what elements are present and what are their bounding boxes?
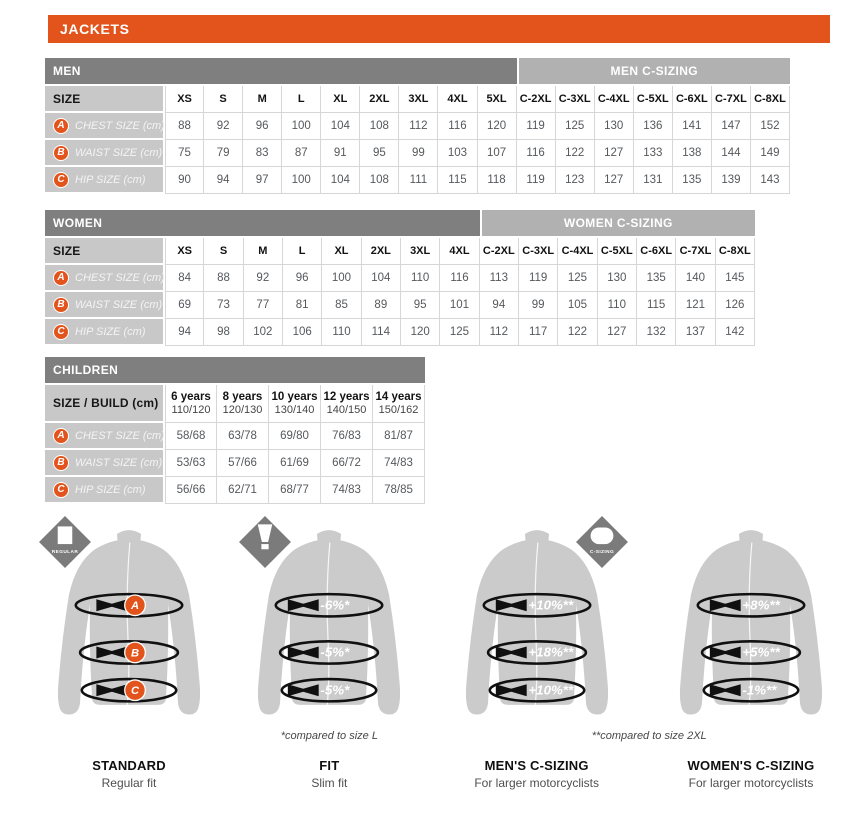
svg-text:C: C bbox=[130, 685, 140, 698]
measure-label-text: CHEST SIZE (cm) bbox=[75, 271, 165, 284]
size-value-cell: 125 bbox=[556, 113, 595, 140]
size-column-header: C-2XL bbox=[480, 238, 519, 265]
size-column-header: L bbox=[283, 238, 322, 265]
size-value-cell: 87 bbox=[282, 140, 321, 167]
page-title: JACKETS bbox=[60, 21, 130, 37]
size-value-cell: 88 bbox=[204, 265, 243, 292]
svg-text:+8%**: +8%** bbox=[742, 597, 780, 613]
size-value-cell: 100 bbox=[282, 113, 321, 140]
measure-label-text: WAIST SIZE (cm) bbox=[75, 146, 163, 159]
size-value-cell: 81/87 bbox=[373, 423, 425, 450]
size-value-cell: 132 bbox=[637, 319, 676, 346]
measure-marker-a-icon: A bbox=[53, 270, 69, 286]
fit-title: STANDARD bbox=[92, 758, 166, 773]
size-value-cell: 119 bbox=[517, 167, 556, 194]
size-value-cell: 104 bbox=[321, 167, 360, 194]
size-value-cell: 115 bbox=[438, 167, 477, 194]
size-value-cell: 112 bbox=[399, 113, 438, 140]
build-label: 140/150 bbox=[326, 403, 367, 416]
measure-row-label bbox=[45, 319, 165, 346]
size-value-cell: 107 bbox=[478, 140, 517, 167]
svg-text:A: A bbox=[130, 600, 140, 613]
size-value-cell: 106 bbox=[283, 319, 322, 346]
size-value-cell: 73 bbox=[204, 292, 243, 319]
size-column-header: XS bbox=[165, 238, 204, 265]
women-size-table bbox=[45, 210, 755, 346]
size-value-cell: 56/66 bbox=[165, 477, 217, 504]
size-column-header: XL bbox=[321, 86, 360, 113]
size-value-cell: 130 bbox=[595, 113, 634, 140]
jacket-silhouette bbox=[665, 522, 837, 728]
slim-fit-badge-icon bbox=[238, 515, 292, 569]
measure-label-text: CHEST SIZE (cm) bbox=[75, 119, 165, 132]
size-value-cell: 111 bbox=[399, 167, 438, 194]
age-label: 12 years bbox=[323, 390, 370, 403]
size-value-cell: 105 bbox=[558, 292, 597, 319]
size-column-header: C-4XL bbox=[558, 238, 597, 265]
fit-footnote bbox=[30, 730, 228, 746]
size-value-cell: 83 bbox=[243, 140, 282, 167]
size-column-header: S bbox=[204, 238, 243, 265]
size-value-cell: 130 bbox=[598, 265, 637, 292]
size-value-cell: 122 bbox=[558, 319, 597, 346]
size-value-cell: 79 bbox=[204, 140, 243, 167]
measure-row-label bbox=[45, 113, 165, 140]
size-value-cell: 138 bbox=[673, 140, 712, 167]
size-value-cell: 84 bbox=[165, 265, 204, 292]
size-value-cell: 131 bbox=[634, 167, 673, 194]
size-column-header: C-8XL bbox=[716, 238, 755, 265]
fit-subtitle: For larger motorcyclists bbox=[688, 776, 814, 790]
size-value-cell: 121 bbox=[676, 292, 715, 319]
svg-text:-1%**: -1%** bbox=[742, 682, 777, 698]
size-value-cell: 127 bbox=[595, 167, 634, 194]
size-value-cell: 85 bbox=[322, 292, 361, 319]
men-size-table bbox=[45, 58, 790, 194]
size-value-cell: 135 bbox=[637, 265, 676, 292]
size-value-cell: 145 bbox=[716, 265, 755, 292]
size-column-header: XL bbox=[322, 238, 361, 265]
size-value-cell: 112 bbox=[480, 319, 519, 346]
fit-footnote: **compared to size 2XL bbox=[591, 730, 707, 742]
measure-marker-a-icon: A bbox=[53, 118, 69, 134]
size-value-cell: 57/66 bbox=[217, 450, 269, 477]
fit-subtitle: Slim fit bbox=[311, 776, 348, 790]
size-value-cell: 104 bbox=[321, 113, 360, 140]
size-value-cell: 97 bbox=[243, 167, 282, 194]
size-value-cell: 140 bbox=[676, 265, 715, 292]
size-value-cell: 66/72 bbox=[321, 450, 373, 477]
measure-marker-b-icon: B bbox=[53, 145, 69, 161]
measure-row-label bbox=[45, 292, 165, 319]
size-column-header: C-4XL bbox=[595, 86, 634, 113]
build-label: 130/140 bbox=[274, 403, 315, 416]
size-value-cell: 110 bbox=[598, 292, 637, 319]
measure-label-text: HIP SIZE (cm) bbox=[75, 325, 146, 338]
measure-label-text: WAIST SIZE (cm) bbox=[75, 298, 163, 311]
size-column-header: S bbox=[204, 86, 243, 113]
fit-footnote bbox=[645, 730, 857, 746]
fit-subtitle: Regular fit bbox=[101, 776, 157, 790]
size-column-header: C-8XL bbox=[751, 86, 790, 113]
size-value-cell: 108 bbox=[360, 113, 399, 140]
size-value-cell: 96 bbox=[243, 113, 282, 140]
size-value-cell: 94 bbox=[165, 319, 204, 346]
build-label: 120/130 bbox=[222, 403, 263, 416]
build-label: 150/162 bbox=[378, 403, 419, 416]
size-column-header: C-3XL bbox=[519, 238, 558, 265]
size-value-cell: 100 bbox=[322, 265, 361, 292]
age-label: 6 years bbox=[171, 390, 211, 403]
measure-marker-b-icon: B bbox=[53, 455, 69, 471]
size-value-cell: 127 bbox=[595, 140, 634, 167]
size-column-header: 4XL bbox=[440, 238, 479, 265]
size-value-cell: 100 bbox=[282, 167, 321, 194]
size-value-cell: 74/83 bbox=[321, 477, 373, 504]
size-value-cell: 143 bbox=[751, 167, 790, 194]
size-value-cell: 96 bbox=[283, 265, 322, 292]
size-value-cell: 119 bbox=[519, 265, 558, 292]
fit-figure-standard bbox=[30, 512, 228, 812]
size-value-cell: 102 bbox=[244, 319, 283, 346]
size-value-cell: 69/80 bbox=[269, 423, 321, 450]
size-column-header bbox=[321, 385, 373, 423]
fit-diagrams-section bbox=[0, 512, 867, 812]
fit-figure-fit bbox=[230, 512, 428, 812]
svg-text:REGULAR: REGULAR bbox=[51, 549, 79, 555]
size-value-cell: 92 bbox=[244, 265, 283, 292]
fit-title: FIT bbox=[319, 758, 340, 773]
size-column-header bbox=[269, 385, 321, 423]
size-column-header bbox=[373, 385, 425, 423]
size-value-cell: 144 bbox=[712, 140, 751, 167]
size-column-header: 5XL bbox=[478, 86, 517, 113]
size-value-cell: 110 bbox=[322, 319, 361, 346]
age-label: 8 years bbox=[222, 390, 263, 403]
size-value-cell: 122 bbox=[556, 140, 595, 167]
measure-row-label bbox=[45, 167, 165, 194]
size-column-header: C-7XL bbox=[712, 86, 751, 113]
svg-text:-6%*: -6%* bbox=[320, 597, 350, 613]
size-value-cell: 125 bbox=[440, 319, 479, 346]
measure-row-label bbox=[45, 265, 165, 292]
measure-marker-b-icon: B bbox=[53, 297, 69, 313]
size-column-header: L bbox=[282, 86, 321, 113]
size-value-cell: 77 bbox=[244, 292, 283, 319]
size-value-cell: 139 bbox=[712, 167, 751, 194]
size-value-cell: 98 bbox=[204, 319, 243, 346]
fit-caption bbox=[30, 758, 228, 790]
size-value-cell: 95 bbox=[401, 292, 440, 319]
measure-label-text: WAIST SIZE (cm) bbox=[75, 456, 163, 469]
svg-text:C-SIZING: C-SIZING bbox=[589, 549, 614, 555]
size-value-cell: 58/68 bbox=[165, 423, 217, 450]
size-value-cell: 119 bbox=[517, 113, 556, 140]
age-label: 14 years bbox=[375, 390, 422, 403]
size-value-cell: 62/71 bbox=[217, 477, 269, 504]
size-value-cell: 78/85 bbox=[373, 477, 425, 504]
size-value-cell: 116 bbox=[517, 140, 556, 167]
fit-footnote: *compared to size L bbox=[280, 730, 378, 742]
size-value-cell: 120 bbox=[478, 113, 517, 140]
size-value-cell: 115 bbox=[637, 292, 676, 319]
size-value-cell: 147 bbox=[712, 113, 751, 140]
size-column-header: C-2XL bbox=[517, 86, 556, 113]
table-csizing-header: WOMEN C-SIZING bbox=[480, 210, 755, 238]
svg-text:+18%**: +18%** bbox=[528, 644, 573, 660]
size-column-header: 2XL bbox=[360, 86, 399, 113]
size-value-cell: 74/83 bbox=[373, 450, 425, 477]
page-title-bar bbox=[48, 15, 830, 43]
size-value-cell: 61/69 bbox=[269, 450, 321, 477]
size-value-cell: 118 bbox=[478, 167, 517, 194]
size-value-cell: 103 bbox=[438, 140, 477, 167]
size-value-cell: 94 bbox=[480, 292, 519, 319]
svg-text:+10%**: +10%** bbox=[528, 597, 573, 613]
fit-caption bbox=[230, 758, 428, 790]
size-value-cell: 126 bbox=[716, 292, 755, 319]
size-value-cell: 114 bbox=[362, 319, 401, 346]
size-value-cell: 76/83 bbox=[321, 423, 373, 450]
size-column-header: 4XL bbox=[438, 86, 477, 113]
size-header-cell: SIZE bbox=[45, 238, 165, 265]
age-label: 10 years bbox=[271, 390, 318, 403]
svg-text:-5%*: -5%* bbox=[320, 644, 350, 660]
size-value-cell: 113 bbox=[480, 265, 519, 292]
size-column-header: 3XL bbox=[401, 238, 440, 265]
size-value-cell: 142 bbox=[716, 319, 755, 346]
svg-text:-5%*: -5%* bbox=[320, 682, 350, 698]
size-value-cell: 101 bbox=[440, 292, 479, 319]
size-column-header: C-3XL bbox=[556, 86, 595, 113]
size-column-header: C-5XL bbox=[598, 238, 637, 265]
size-value-cell: 110 bbox=[401, 265, 440, 292]
size-value-cell: 81 bbox=[283, 292, 322, 319]
size-value-cell: 120 bbox=[401, 319, 440, 346]
fit-caption bbox=[431, 758, 643, 790]
measure-marker-a-icon: A bbox=[53, 428, 69, 444]
size-value-cell: 116 bbox=[440, 265, 479, 292]
size-value-cell: 53/63 bbox=[165, 450, 217, 477]
size-value-cell: 108 bbox=[360, 167, 399, 194]
measure-marker-c-icon: C bbox=[53, 324, 69, 340]
table-group-header: WOMEN bbox=[45, 210, 480, 238]
size-column-header: M bbox=[243, 86, 282, 113]
size-value-cell: 123 bbox=[556, 167, 595, 194]
measure-marker-c-icon: C bbox=[53, 172, 69, 188]
size-column-header: 3XL bbox=[399, 86, 438, 113]
size-value-cell: 92 bbox=[204, 113, 243, 140]
size-column-header bbox=[165, 385, 217, 423]
build-label: 110/120 bbox=[171, 403, 211, 416]
size-value-cell: 137 bbox=[676, 319, 715, 346]
size-header-cell: SIZE bbox=[45, 86, 165, 113]
size-value-cell: 90 bbox=[165, 167, 204, 194]
fit-caption bbox=[645, 758, 857, 790]
table-group-header: CHILDREN bbox=[45, 357, 425, 385]
size-value-cell: 75 bbox=[165, 140, 204, 167]
size-value-cell: 117 bbox=[519, 319, 558, 346]
c-sizing-badge-icon bbox=[575, 515, 629, 569]
size-value-cell: 141 bbox=[673, 113, 712, 140]
fit-title: MEN'S C-SIZING bbox=[484, 758, 589, 773]
size-value-cell: 135 bbox=[673, 167, 712, 194]
size-value-cell: 94 bbox=[204, 167, 243, 194]
size-value-cell: 63/78 bbox=[217, 423, 269, 450]
fit-figure-womens-c-sizing bbox=[645, 512, 857, 812]
size-value-cell: 125 bbox=[558, 265, 597, 292]
svg-text:B: B bbox=[130, 647, 140, 660]
fit-figure-mens-c-sizing bbox=[431, 512, 707, 812]
size-column-header: C-7XL bbox=[676, 238, 715, 265]
measure-row-label bbox=[45, 423, 165, 450]
size-value-cell: 99 bbox=[519, 292, 558, 319]
fit-title: WOMEN'S C-SIZING bbox=[687, 758, 815, 773]
size-value-cell: 89 bbox=[362, 292, 401, 319]
size-column-header: 2XL bbox=[362, 238, 401, 265]
size-column-header: C-6XL bbox=[673, 86, 712, 113]
size-value-cell: 91 bbox=[321, 140, 360, 167]
size-value-cell: 95 bbox=[360, 140, 399, 167]
size-value-cell: 133 bbox=[634, 140, 673, 167]
children-size-table bbox=[45, 357, 425, 504]
measure-label-text: HIP SIZE (cm) bbox=[75, 483, 146, 496]
size-value-cell: 68/77 bbox=[269, 477, 321, 504]
size-column-header: XS bbox=[165, 86, 204, 113]
size-column-header: C-6XL bbox=[637, 238, 676, 265]
measure-row-label bbox=[45, 450, 165, 477]
size-value-cell: 116 bbox=[438, 113, 477, 140]
table-csizing-header: MEN C-SIZING bbox=[517, 58, 790, 86]
size-column-header bbox=[217, 385, 269, 423]
size-column-header: M bbox=[244, 238, 283, 265]
table-group-header: MEN bbox=[45, 58, 517, 86]
size-value-cell: 152 bbox=[751, 113, 790, 140]
measure-row-label bbox=[45, 140, 165, 167]
svg-text:+5%**: +5%** bbox=[742, 644, 780, 660]
fit-subtitle: For larger motorcyclists bbox=[474, 776, 599, 790]
measure-row-label bbox=[45, 477, 165, 504]
measure-label-text: HIP SIZE (cm) bbox=[75, 173, 146, 186]
regular-fit-badge-icon bbox=[38, 515, 92, 569]
size-value-cell: 99 bbox=[399, 140, 438, 167]
size-value-cell: 127 bbox=[598, 319, 637, 346]
size-value-cell: 136 bbox=[634, 113, 673, 140]
size-value-cell: 69 bbox=[165, 292, 204, 319]
size-value-cell: 104 bbox=[362, 265, 401, 292]
size-column-header: C-5XL bbox=[634, 86, 673, 113]
size-header-cell: SIZE / BUILD (cm) bbox=[45, 385, 165, 423]
svg-text:+10%**: +10%** bbox=[528, 682, 573, 698]
size-value-cell: 88 bbox=[165, 113, 204, 140]
size-value-cell: 149 bbox=[751, 140, 790, 167]
measure-label-text: CHEST SIZE (cm) bbox=[75, 429, 165, 442]
measure-marker-c-icon: C bbox=[53, 482, 69, 498]
